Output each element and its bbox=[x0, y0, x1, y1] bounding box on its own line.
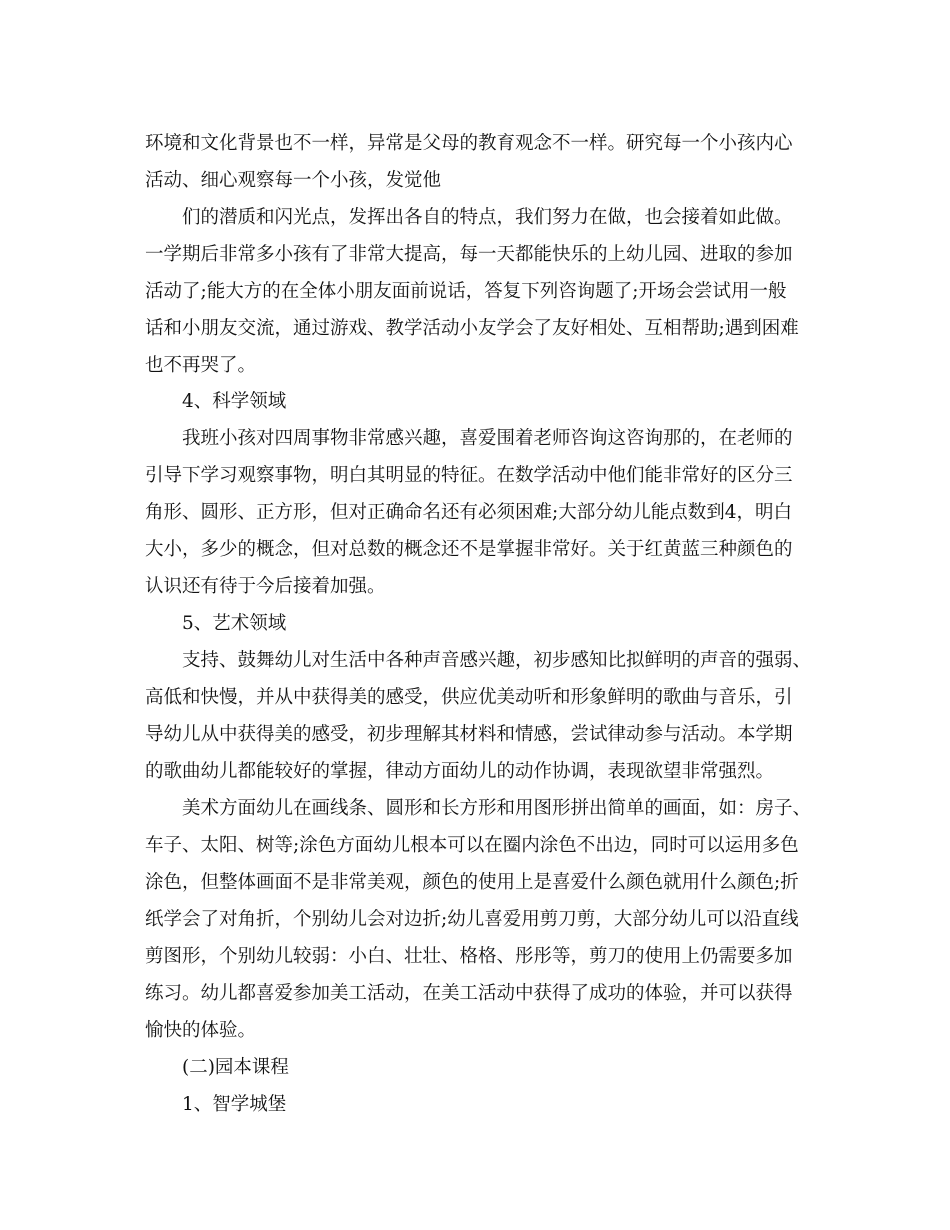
text-line: 剪图形，个别幼儿较弱：小白、壮壮、格格、彤彤等，剪刀的使用上仍需要多加 bbox=[145, 946, 793, 967]
section-heading: 1、智学城堡 bbox=[182, 1094, 287, 1115]
text-line: 练习。幼儿都喜爱参加美工活动，在美工活动中获得了成功的体验，并可以获得 bbox=[145, 983, 793, 1004]
text-line: 涂色，但整体画面不是非常美观，颜色的使用上是喜爱什么颜色就用什么颜色;折 bbox=[145, 872, 799, 893]
text-line: 话和小朋友交流，通过游戏、教学活动小友学会了友好相处、互相帮助;遇到困难 bbox=[145, 318, 799, 339]
section-heading: (二)园本课程 bbox=[182, 1057, 289, 1078]
text-line: 环境和文化背景也不一样，异常是父母的教育观念不一样。研究每一个小孩内心 bbox=[145, 133, 793, 154]
text-line: 角形、圆形、正方形，但对正确命名还有必须困难;大部分幼儿能点数到4，明白 bbox=[145, 502, 793, 523]
section-heading: 4、科学领域 bbox=[182, 391, 287, 412]
text-line: 导幼儿从中获得美的感受，初步理解其材料和情感，尝试律动参与活动。本学期 bbox=[145, 724, 793, 745]
text-line: 车子、太阳、树等;涂色方面幼儿根本可以在圈内涂色不出边，同时可以运用多色 bbox=[145, 835, 799, 856]
text-line: 支持、鼓舞幼儿对生活中各种声音感兴趣，初步感知比拟鲜明的声音的强弱、 bbox=[182, 650, 812, 671]
text-line: 我班小孩对四周事物非常感兴趣，喜爱围着老师咨询这咨询那的，在老师的 bbox=[182, 428, 793, 449]
text-line: 也不再哭了。 bbox=[145, 355, 257, 376]
text-line: 大小，多少的概念，但对总数的概念还不是掌握非常好。关于红黄蓝三种颜色的 bbox=[145, 539, 793, 560]
text-line: 愉快的体验。 bbox=[145, 1020, 257, 1041]
text-line: 们的潜质和闪光点，发挥出各自的特点，我们努力在做，也会接着如此做。 bbox=[182, 207, 793, 228]
text-line: 一学期后非常多小孩有了非常大提高，每一天都能快乐的上幼儿园、进取的参加 bbox=[145, 244, 793, 265]
text-line: 高低和快慢，并从中获得美的感受，供应优美动听和形象鲜明的歌曲与音乐，引 bbox=[145, 687, 793, 708]
text-line: 活动、细心观察每一个小孩，发觉他 bbox=[145, 170, 442, 191]
text-line: 认识还有待于今后接着加强。 bbox=[145, 576, 386, 597]
text-line: 引导下学习观察事物，明白其明显的特征。在数学活动中他们能非常好的区分三 bbox=[145, 465, 793, 486]
text-line: 美术方面幼儿在画线条、圆形和长方形和用图形拼出简单的画面，如：房子、 bbox=[182, 798, 812, 819]
section-heading: 5、艺术领域 bbox=[182, 613, 287, 634]
text-line: 的歌曲幼儿都能较好的掌握，律动方面幼儿的动作协调，表现欲望非常强烈。 bbox=[145, 761, 775, 782]
text-line: 活动了;能大方的在全体小朋友面前说话，答复下列咨询题了;开场会尝试用一般 bbox=[145, 281, 787, 302]
text-line: 纸学会了对角折，个别幼儿会对边折;幼儿喜爱用剪刀剪，大部分幼儿可以沿直线 bbox=[145, 909, 799, 930]
